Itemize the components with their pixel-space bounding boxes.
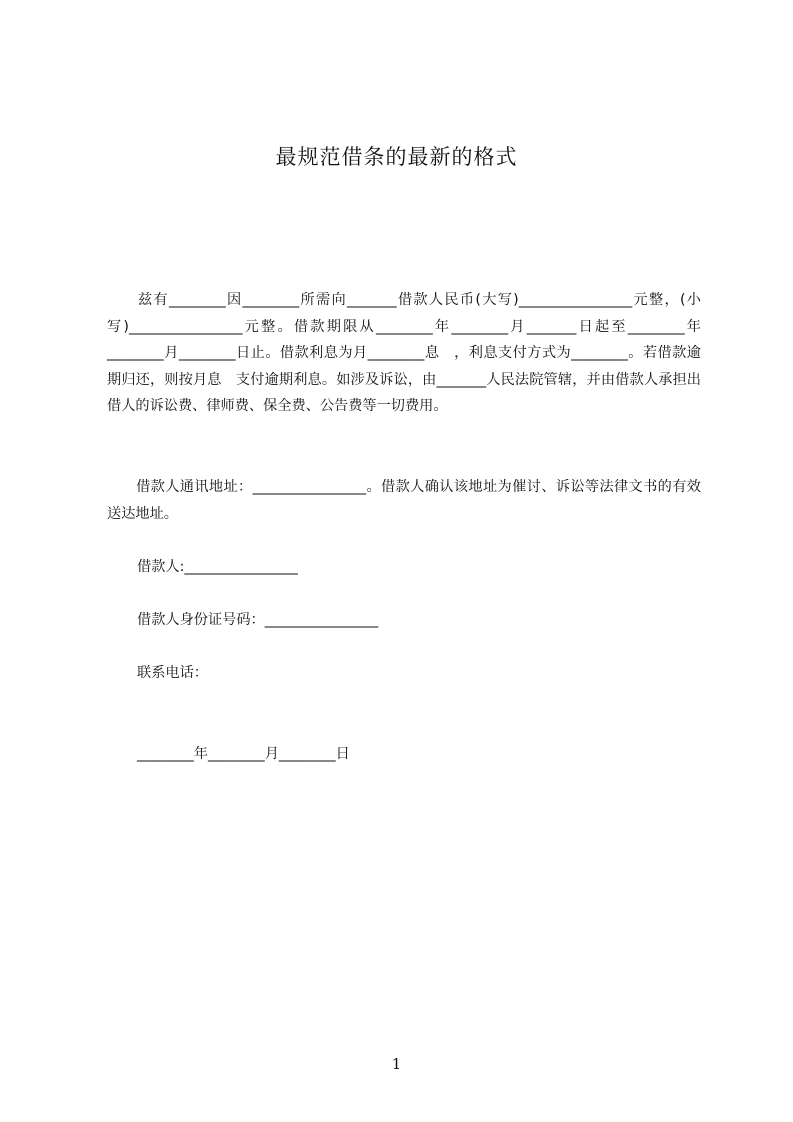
borrower-label: 借款人: bbox=[137, 559, 185, 575]
phone-label: 联系电话： bbox=[137, 665, 208, 681]
borrower-blank: ________________ bbox=[184, 559, 298, 575]
id-number-line bbox=[137, 608, 378, 632]
loan-terms-paragraph: 兹有________因________所需向_______借款人民币(大写)________________元整，(小写)________________元整。借款期限从________年________月_______日起至________年________月________日止。借款利息为月________息 ，利息支付方式为________。若借款逾期归还，则按月息 支付逾期利息。如涉及诉讼，由_______人民法院管辖，并由借款人承担出借人的诉讼费、律师费、保全费、公告费等一切费用。 bbox=[107, 292, 701, 414]
date-line: ________年________月________日 bbox=[137, 746, 350, 762]
phone-line bbox=[137, 661, 208, 685]
borrower-line bbox=[137, 555, 298, 579]
id-number-blank: ________________ bbox=[264, 612, 379, 628]
id-number-label: 借款人身份证号码： bbox=[137, 612, 265, 628]
page-number: 1 bbox=[391, 1055, 402, 1073]
address-paragraph: 借款人通讯地址：________________。借款人确认该地址为催讨、诉讼等法律文书的有效送达地址。 bbox=[107, 479, 701, 522]
document-title: 最规范借条的最新的格式 bbox=[275, 145, 518, 169]
